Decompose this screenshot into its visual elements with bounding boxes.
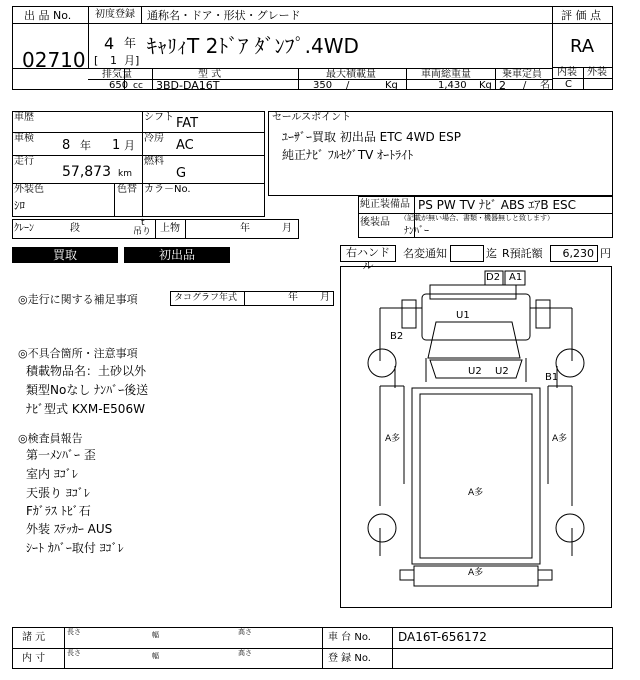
name-change-label: 名変通知: [403, 247, 447, 260]
max-load-value: 350: [313, 80, 333, 91]
capacity-value: 2: [499, 79, 506, 92]
history-label: 車歴: [14, 112, 34, 123]
damage-code-b1: B1: [545, 372, 559, 383]
tachograph-year-unit: 年: [288, 292, 298, 303]
inspector-line-6: ｼｰﾄ ｶﾊﾞｰ取付 ﾖｺﾞﾚ: [26, 541, 124, 555]
damage-code-u2-right: U2: [495, 366, 509, 377]
model-label: 型 式: [198, 69, 222, 80]
recycle-deposit-label: R預託額: [502, 247, 543, 260]
inner-dimensions-label: 内 寸: [22, 653, 46, 664]
exterior-color-value: ｼﾛ: [14, 199, 25, 212]
defect-line-2: 類型Noなし ﾅﾝﾊﾞｰ後送: [26, 383, 149, 397]
chassis-no-value: DA16T-656172: [398, 630, 487, 644]
eval-label: 評 価 点: [561, 9, 601, 22]
right-hand-drive-box: 右ハンドル: [340, 245, 396, 262]
max-load-label: 最大積載量: [326, 69, 376, 80]
vehicle-name: ｷｬﾘｨT 2ﾄﾞｱ ﾀﾞﾝﾌﾟ.4WD: [147, 34, 359, 58]
lot-number: 02710: [22, 48, 86, 72]
mileage-value: 57,873: [62, 164, 111, 180]
recycle-deposit-unit: 円: [600, 247, 611, 260]
deck-label: 上物: [160, 223, 180, 234]
inspector-line-3: 天張り ﾖｺﾞﾚ: [26, 486, 90, 500]
damage-code-bed: A多: [468, 488, 484, 498]
inspection-label: 車検: [14, 133, 34, 144]
tachograph-label: タコグラフ年式: [174, 293, 238, 303]
deadline-label: 迄: [486, 247, 497, 260]
max-load-slash: /: [346, 80, 350, 91]
damage-code-u1: U1: [456, 310, 470, 321]
damage-code-left-side: A多: [385, 434, 401, 444]
sales-points-line1: ﾕｰｻﾞｰ買取 初出品 ETC 4WD ESP: [282, 130, 462, 144]
spec-width-label: 幅: [152, 631, 159, 639]
aftermarket-value: ﾅﾝﾊﾞｰ: [404, 226, 429, 237]
color-change-label: 色替: [117, 184, 137, 195]
crane-ton-unit: t: [141, 218, 145, 228]
spec-height-label: 高さ: [238, 628, 252, 636]
registration-no-label: 登 録 No.: [328, 653, 371, 664]
tachograph-month-unit: 月: [320, 292, 330, 303]
gross-weight-unit: Kg: [479, 80, 492, 91]
gross-weight-label: 車両総重量: [421, 69, 471, 80]
damage-code-right-side: A多: [552, 434, 568, 444]
model-value: 3BD-DA16T: [156, 79, 220, 92]
shift-value: FAT: [176, 116, 199, 131]
defect-line-3: ﾅﾋﾞ型式 KXM-E506W: [26, 402, 145, 416]
lot-label: 出 品 No.: [24, 9, 72, 22]
specs-label: 諸 元: [22, 632, 46, 643]
shift-label: シフト: [144, 112, 174, 123]
gross-weight-value: 1,430: [438, 80, 467, 91]
recycle-deposit-value: 6,230: [562, 247, 594, 260]
inspection-year: 8: [62, 138, 71, 153]
dim-length-label: 長さ: [67, 649, 81, 657]
damage-code-rear: A多: [468, 568, 484, 578]
mileage-unit: km: [118, 169, 132, 179]
displacement-value: 650: [109, 80, 129, 91]
aftermarket-label: 後装品: [360, 217, 390, 228]
displacement-unit: cc: [133, 81, 143, 91]
capacity-unit: 名: [540, 80, 550, 91]
aircon-value: AC: [176, 138, 194, 153]
damage-diagram: [340, 266, 612, 608]
crane-label: ｸﾚｰﾝ: [14, 223, 34, 234]
mileage-label: 走行: [14, 156, 34, 167]
defect-line-1: 積載物品名：土砂以外: [26, 364, 147, 378]
evaluation-score: RA: [570, 36, 595, 57]
first-reg-year: 4: [104, 34, 115, 53]
first-reg-label: 初度登録: [95, 9, 135, 20]
interior-label: 内装: [557, 67, 577, 78]
standard-equipment-value: PS PW TV ﾅﾋﾞ ABS ｴｱB ESC: [418, 198, 577, 212]
detail-frame: [12, 111, 265, 217]
inspector-line-4: Fｶﾞﾗｽ ﾄﾋﾞ石: [26, 504, 91, 518]
spec-length-label: 長さ: [67, 628, 81, 636]
standard-equipment-label: 純正装備品: [360, 199, 410, 210]
damage-code-a1: A1: [509, 272, 523, 283]
chassis-no-label: 車 台 No.: [328, 632, 371, 643]
first-reg-month-open: [: [94, 54, 99, 67]
max-load-unit: Kg: [385, 80, 398, 91]
vehicle-name-label: 通称名・ドア・形状・グレード: [147, 9, 301, 22]
first-reg-year-unit: 年: [124, 36, 137, 50]
damage-code-b2: B2: [390, 331, 404, 342]
fuel-value: G: [176, 166, 187, 181]
capacity-slash: /: [523, 80, 527, 91]
supplement-title: ◎走行に関する補足事項: [18, 293, 138, 306]
buy-tag: 買取: [12, 247, 118, 263]
color-no-label: カラ－No.: [144, 184, 191, 195]
defects-title: ◎不具合箇所・注意事項: [18, 347, 138, 360]
aircon-label: 冷房: [144, 133, 164, 144]
first-reg-month: 1: [110, 54, 117, 67]
damage-code-u2-left: U2: [468, 366, 482, 377]
interior-score: C: [565, 79, 572, 90]
crane-step-unit: 段: [70, 223, 80, 234]
deck-month-unit: 月: [282, 223, 292, 234]
first-listing-tag: 初出品: [124, 247, 230, 263]
inspection-month-unit: 月: [124, 139, 135, 152]
fuel-label: 燃料: [144, 156, 164, 167]
dim-height-label: 高さ: [238, 649, 252, 657]
capacity-label: 乗車定員: [502, 69, 542, 80]
name-change-box: [450, 245, 484, 262]
inspector-line-1: 第一ﾒﾝﾊﾞｰ 歪: [26, 448, 96, 462]
first-reg-month-unit: 月]: [124, 54, 140, 67]
damage-code-d2: D2: [486, 272, 501, 283]
inspector-title: ◎検査員報告: [18, 432, 83, 445]
inspection-year-unit: 年: [80, 139, 91, 152]
exterior-label: 外装: [587, 67, 607, 78]
dim-width-label: 幅: [152, 652, 159, 660]
deck-year-unit: 年: [240, 223, 250, 234]
inspector-line-5: 外装 ｽﾃｯｶｰ AUS: [26, 522, 113, 536]
inspection-month: 1: [112, 138, 121, 153]
sales-points-line2: 純正ﾅﾋﾞ ﾌﾙｾｸﾞTV ｵｰﾄﾗｲﾄ: [282, 148, 414, 162]
displacement-label: 排気量: [102, 69, 132, 80]
inspector-line-2: 室内 ﾖｺﾞﾚ: [26, 467, 78, 481]
crane-hang-unit: 吊り: [133, 227, 152, 237]
exterior-color-label: 外装色: [14, 184, 44, 195]
aftermarket-note: （記載が無い場合、書類・機器無しと致します）: [400, 214, 554, 222]
sales-points-title: セールスポイント: [272, 112, 352, 123]
